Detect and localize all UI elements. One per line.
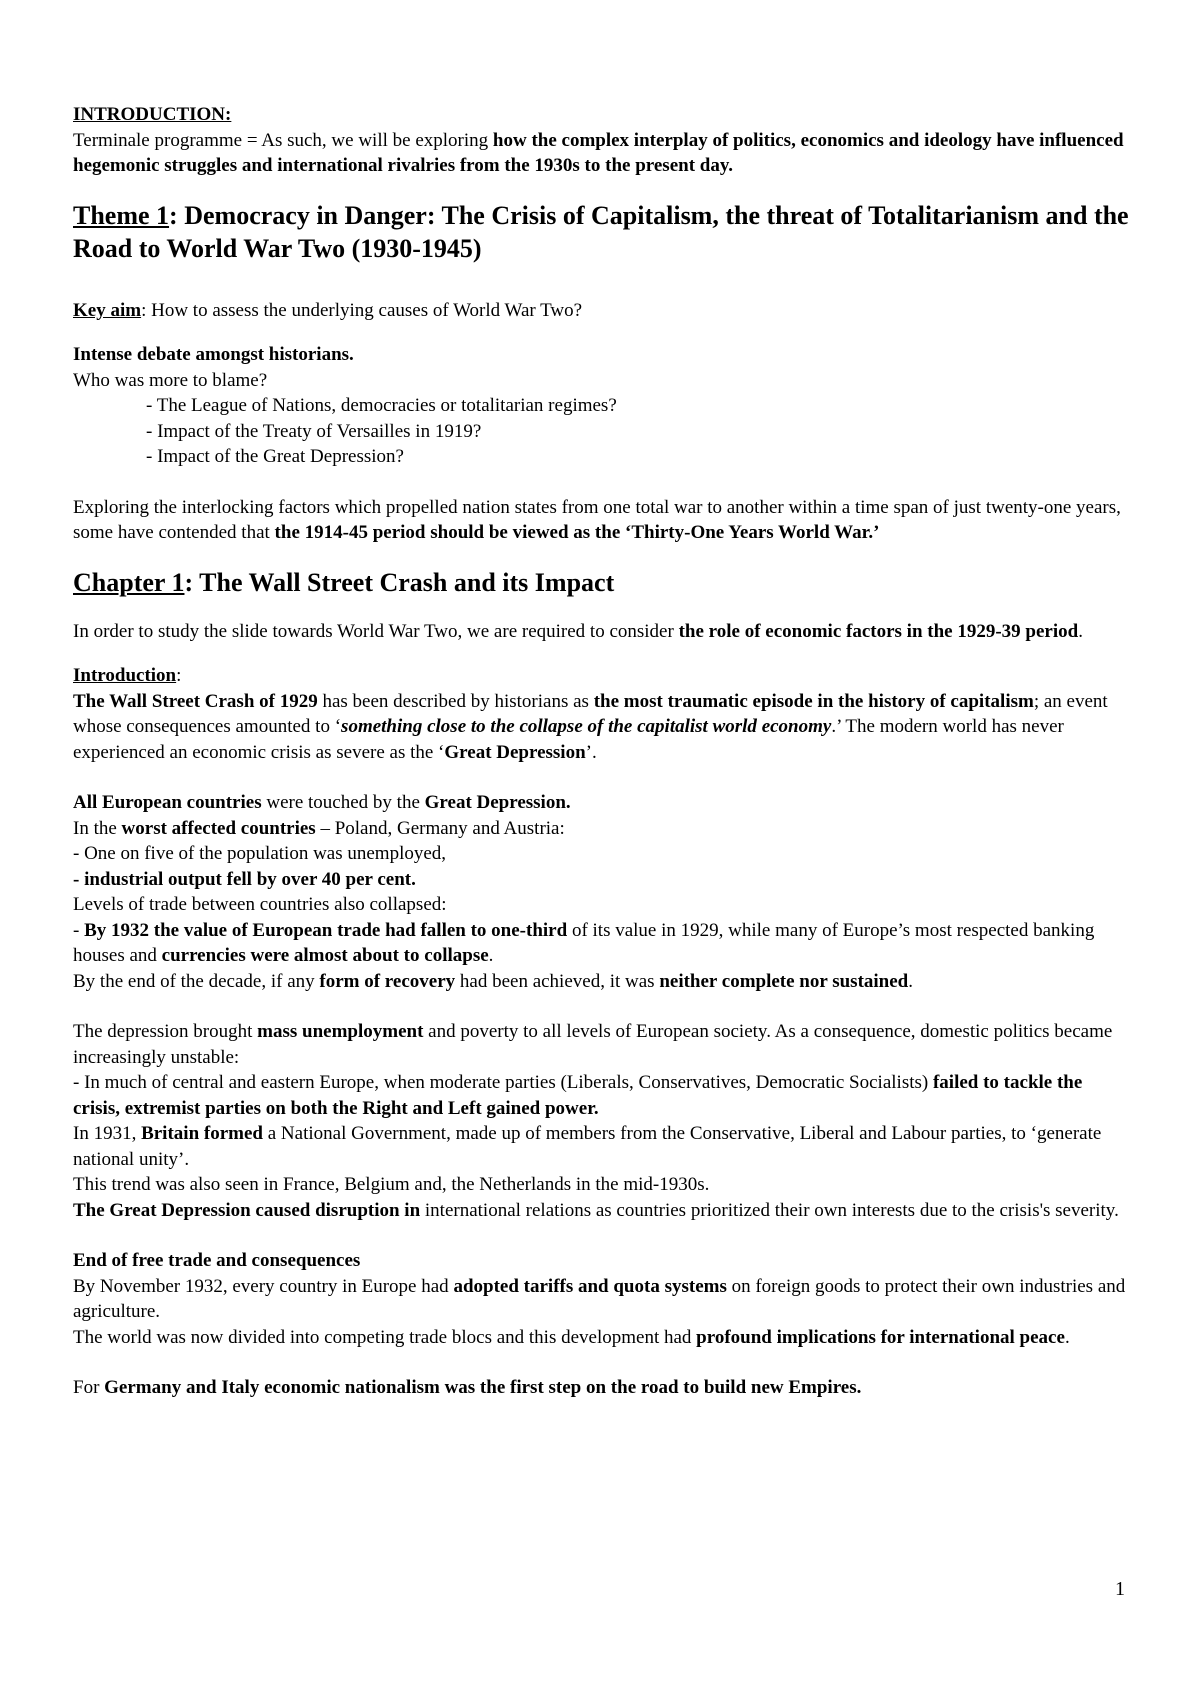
intro-paragraph: Terminale programme = As such, we will be exploring how the complex interplay of politics, economics and ideology have influenced hegemonic struggles and international rivalries from the 1930s to the present day. — [73, 129, 1124, 176]
european-line: Levels of trade between countries also collapsed: — [73, 894, 447, 915]
depression-line: The Great Depression caused disruption in international relations as countries prioritized their own interests due to the crisis's severity. — [73, 1199, 1119, 1221]
page-number: 1 — [1115, 1578, 1125, 1600]
theme-heading: Theme 1: Democracy in Danger: The Crisis of Capitalism, the threat of Totalitarianism and the Road to World War Two (1930-1945) — [73, 200, 1129, 263]
key-aim: Key aim: How to assess the underlying causes of World War Two? — [73, 299, 583, 321]
debate-heading: Intense debate amongst historians. — [73, 344, 354, 365]
european-line: In the worst affected countries – Poland, Germany and Austria: — [73, 817, 565, 839]
free-trade-heading: End of free trade and consequences — [73, 1250, 361, 1271]
list-item: - The League of Nations, democracies or totalitarian regimes? — [146, 395, 617, 416]
document-body — [73, 102, 1133, 1401]
free-trade-line: The world was now divided into competing trade blocs and this development had profound implications for international peace. — [73, 1326, 1070, 1348]
list-item: - Impact of the Great Depression? — [146, 446, 404, 467]
european-line: By the end of the decade, if any form of recovery had been achieved, it was neither complete nor sustained. — [73, 970, 913, 992]
closing-line: For Germany and Italy economic nationalism was the first step on the road to build new Empires. — [73, 1377, 862, 1398]
order-paragraph: In order to study the slide towards World War Two, we are required to consider the role of economic factors in the 1929-39 period. — [73, 620, 1083, 642]
depression-line: In 1931, Britain formed a National Government, made up of members from the Conservative, Liberal and Labour parties, to ‘generate national unity’. — [73, 1123, 1102, 1170]
european-line: - By 1932 the value of European trade had fallen to one-third of its value in 1929, while many of Europe’s most respected banking houses and currencies were almost about to collapse. — [73, 919, 1095, 966]
european-line: - One on five of the population was unemployed, — [73, 843, 447, 864]
european-line: All European countries were touched by the Great Depression. — [73, 792, 571, 813]
introduction-label: Introduction: — [73, 665, 182, 686]
debate-question: Who was more to blame? — [73, 369, 268, 391]
exploring-paragraph: Exploring the interlocking factors which propelled nation states from one total war to another within a time span of just twenty-one years, some have contended that the 1914-45 period should be viewed as the ‘Thirty-One Years World War.’ — [73, 496, 1121, 543]
chapter-heading: Chapter 1: The Wall Street Crash and its Impact — [73, 567, 615, 597]
depression-line: - In much of central and eastern Europe, when moderate parties (Liberals, Conservatives, Democratic Socialists) failed to tackle the crisis, extremist parties on both the Right and Left gained power. — [73, 1072, 1083, 1119]
intro-title: INTRODUCTION: — [73, 104, 232, 125]
introduction-paragraph: The Wall Street Crash of 1929 has been described by historians as the most traumatic episode in the history of capitalism; an event whose consequences amounted to ‘something close to the collapse of the capitalist world economy.’ The modern world has never experienced an economic crisis as severe as the ‘Great Depression’. — [73, 690, 1108, 763]
european-line: - industrial output fell by over 40 per cent. — [73, 868, 416, 890]
list-item: - Impact of the Treaty of Versailles in 1919? — [146, 420, 482, 442]
depression-line: The depression brought mass unemployment and poverty to all levels of European society. As a consequence, domestic politics became increasingly unstable: — [73, 1021, 1113, 1068]
depression-line: This trend was also seen in France, Belgium and, the Netherlands in the mid-1930s. — [73, 1174, 710, 1195]
free-trade-line: By November 1932, every country in Europe had adopted tariffs and quota systems on foreign goods to protect their own industries and agriculture. — [73, 1275, 1126, 1322]
